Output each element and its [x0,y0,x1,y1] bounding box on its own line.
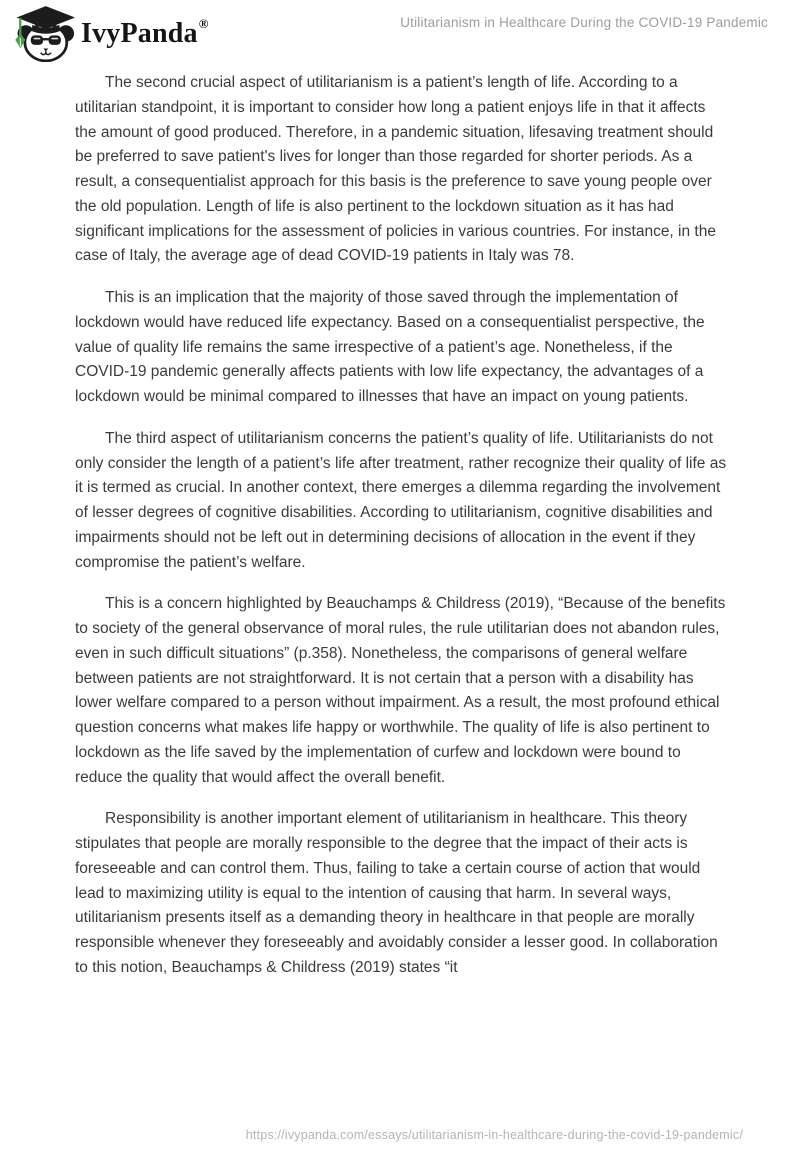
brand-name: IvyPanda [81,17,198,49]
source-url-link[interactable]: https://ivypanda.com/essays/utilitarianism-in-healthcare-during-the-covid-19-pandemic/ [245,1128,743,1142]
essay-paragraph: The third aspect of utilitarianism concerns the patient’s quality of life. Utilitarianists do not only consider the length of a patient’s life after treatment, rather recognize their quality of life as it is termed as crucial. In another context, there emerges a dilemma regarding the involvement of lesser degrees of cognitive disabilities. According to utilitarianism, cognitive disabilities and impairments should not be left out in determining decisions of allocation in the event if they compromise the patient’s welfare. [75,429,727,571]
essay-paragraph: This is an implication that the majority of those saved through the implementation of lockdown would have reduced life expectancy. Based on a consequentialist perspective, the value of quality life remains the same irrespective of a patient’s age. Nonetheless, if the COVID-19 pandemic generally affects patients with low life expectancy, the advantages of a lockdown would be minimal compared to illnesses that have an impact on young patients. [75,289,705,405]
page-footer [246,1126,743,1144]
ivypanda-panda-logo-icon [13,5,75,62]
brand [13,5,208,62]
essay-paragraph: Responsibility is another important element of utilitarianism in healthcare. This theory stipulates that people are morally responsible to the degree that the impact of their acts is foreseeable and can control them. Thus, failing to take a certain course of action that would lead to maximizing utility is equal to the intention of causing that harm. In several ways, utilitarianism presents itself as a demanding theory in healthcare in that people are morally responsible whenever they foreseeably and avoidably consider a lesser good. In collaboration to this notion, Beauchamps & Childress (2019) states “it [75,810,718,976]
document-title: Utilitarianism in Healthcare During the COVID-19 Pandemic [400,15,768,30]
page-header [0,0,800,66]
registered-trademark-symbol: ® [198,15,209,31]
essay-paragraph: This is a concern highlighted by Beauchamps & Childress (2019), “Because of the benefits to society of the general observance of moral rules, the rule utilitarian does not abandon rules, even in such difficult situations” (p.358). Nonetheless, the comparisons of general welfare between patients are not straightforward. It is not certain that a person with a disability has lower welfare compared to a person without impairment. As a result, the most profound ethical question concerns what makes life happy or worthwhile. The quality of life is also pertinent to lockdown as the life saved by the implementation of curfew and lockdown were bound to reduce the quality that would affect the overall benefit. [75,595,726,786]
essay-body [75,71,727,998]
essay-paragraph: The second crucial aspect of utilitarianism is a patient’s length of life. According to a utilitarian standpoint, it is important to consider how long a patient enjoys life in that it affects the amount of good produced. Therefore, in a pandemic situation, lifesaving treatment should be preferred to save patient's lives for longer than those regarded for shorter periods. As a result, a consequentialist approach for this basis is the preference to save young people over the old population. Length of life is also pertinent to the lockdown situation as it has had significant implications for the assessment of policies in various countries. For instance, in the case of Italy, the average age of dead COVID-19 patients in Italy was 78. [75,74,716,265]
